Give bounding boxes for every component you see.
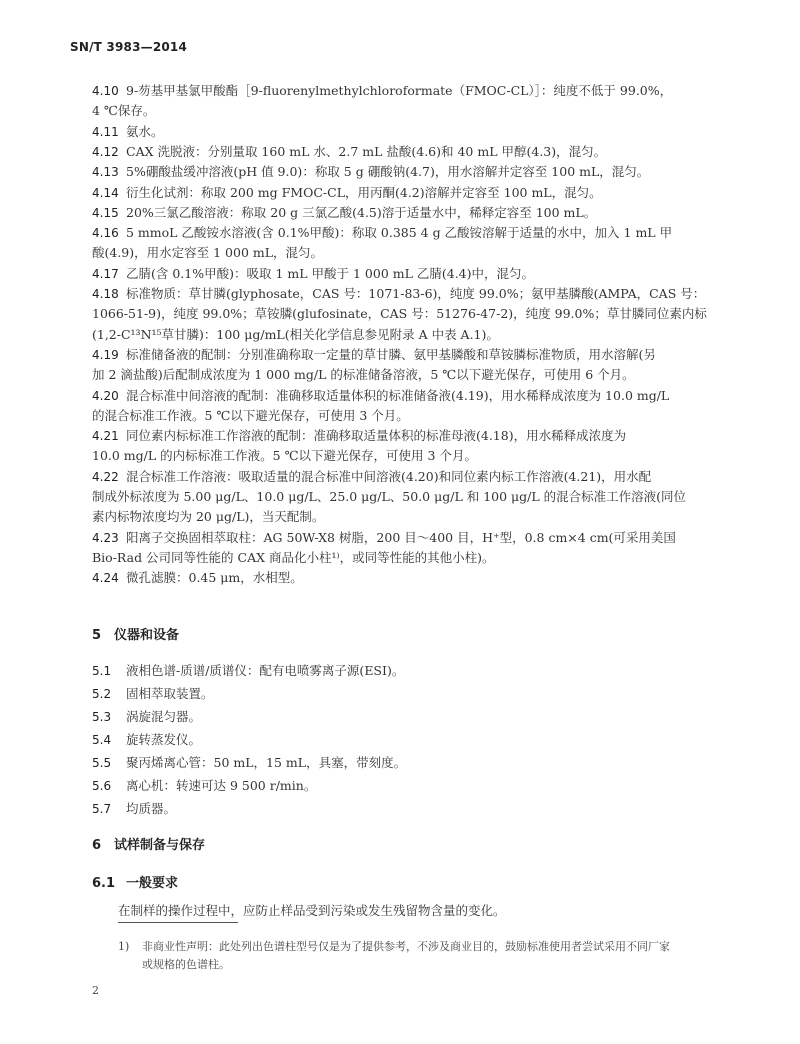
equipment-item-5-5 bbox=[92, 754, 732, 772]
equipment-item-5-4 bbox=[92, 731, 732, 749]
equipment-item-5-7 bbox=[92, 800, 732, 818]
item-number: 4.18 bbox=[92, 287, 119, 301]
item-text: 9-芴基甲基氯甲酸酯［9-fluorenylmethylchloroformate（FMOC-CL）］：纯度不低于 99.0%， bbox=[126, 83, 673, 98]
item-number: 4.11 bbox=[92, 125, 119, 139]
item-text: 固相萃取装置。 bbox=[126, 686, 214, 701]
reagent-item-4-10-line-2: 4 ℃保存。 bbox=[92, 103, 156, 118]
item-text: 液相色谱-质谱/质谱仪：配有电喷雾离子源(ESI)。 bbox=[126, 663, 405, 678]
item-number: 4.17 bbox=[92, 267, 119, 281]
reagent-item-4-19-line-1 bbox=[92, 346, 732, 364]
item-text: 20%三氯乙酸溶液：称取 20 g 三氯乙酸(4.5)溶于适量水中，稀释定容至 100 mL。 bbox=[126, 205, 597, 220]
item-number: 4.10 bbox=[92, 84, 119, 98]
reagent-item-4-16-line-1 bbox=[92, 224, 732, 242]
item-number: 4.14 bbox=[92, 186, 119, 200]
item-number: 4.16 bbox=[92, 226, 119, 240]
item-number: 4.21 bbox=[92, 429, 119, 443]
item-text: CAX 洗脱液：分别量取 160 mL 水、2.7 mL 盐酸(4.6)和 40 mL 甲醇(4.3)，混匀。 bbox=[126, 144, 607, 159]
item-text: 乙腈(含 0.1%甲酸)：吸取 1 mL 甲酸于 1 000 mL 乙腈(4.4)中，混匀。 bbox=[126, 266, 535, 281]
subsection-6-1-number: 6.1 bbox=[92, 876, 116, 891]
reagent-item-4-18-line-2: 1066-51-9)，纯度 99.0%；草铵膦(glufosinate，CAS 号：51276-47-2)，纯度 99.0%；草甘膦同位素内标 bbox=[92, 306, 707, 321]
reagent-item-4-23-line-1 bbox=[92, 529, 732, 547]
reagent-item-4-18-line-3: (1,2-C¹³N¹⁵草甘膦)：100 μg/mL(相关化学信息参见附录 A 中表 A.1)。 bbox=[92, 327, 499, 342]
footnote-text-1: 非商业性声明：此处列出色谱柱型号仅是为了提供参考，不涉及商业目的，鼓励标准使用者尝试采用不同厂家 bbox=[142, 940, 670, 953]
item-text: 衍生化试剂：称取 200 mg FMOC-CL，用丙酮(4.2)溶解并定容至 100 mL，混匀。 bbox=[126, 185, 602, 200]
item-number: 5.2 bbox=[92, 687, 112, 701]
item-text: 涡旋混匀器。 bbox=[126, 709, 202, 724]
section-5-number: 5 bbox=[92, 628, 102, 643]
section-5-title: 仪器和设备 bbox=[114, 628, 180, 643]
reagent-item-4-21-line-2: 10.0 mg/L 的内标标准工作液。5 ℃以下避光保存，可使用 3 个月。 bbox=[92, 448, 477, 463]
item-number: 4.22 bbox=[92, 470, 119, 484]
item-text: 离心机：转速可达 9 500 r/min。 bbox=[126, 778, 317, 793]
reagent-item-4-14-line-1 bbox=[92, 184, 732, 202]
subsection-6-1-title: 一般要求 bbox=[126, 876, 179, 891]
reagent-item-4-24-line-1 bbox=[92, 569, 732, 587]
equipment-item-5-3 bbox=[92, 708, 732, 726]
reagent-item-4-11-line-1 bbox=[92, 123, 732, 141]
footnote-line-1 bbox=[118, 938, 738, 955]
item-number: 5.3 bbox=[92, 710, 112, 724]
item-text: 均质器。 bbox=[126, 801, 177, 816]
section-6-title: 试样制备与保存 bbox=[114, 838, 206, 853]
footnote-number: 1) bbox=[118, 940, 130, 953]
item-number: 5.4 bbox=[92, 733, 112, 747]
equipment-item-5-6 bbox=[92, 777, 732, 795]
reagent-item-4-22-line-2: 制成外标浓度为 5.00 μg/L、10.0 μg/L、25.0 μg/L、50.0 μg/L 和 100 μg/L 的混合标准工作溶液(同位 bbox=[92, 489, 687, 504]
item-text: 旋转蒸发仪。 bbox=[126, 732, 202, 747]
item-number: 4.15 bbox=[92, 206, 119, 220]
item-number: 5.1 bbox=[92, 664, 112, 678]
reagent-item-4-15-line-1 bbox=[92, 204, 732, 222]
reagent-item-4-10-line-1 bbox=[92, 82, 732, 100]
standard-number: SN/T 3983—2014 bbox=[70, 40, 188, 54]
item-text: 标准储备液的配制：分别准确称取一定量的草甘膦、氨甲基膦酸和草铵膦标准物质，用水溶解(另 bbox=[126, 347, 656, 362]
item-text: 微孔滤膜：0.45 μm，水相型。 bbox=[126, 570, 303, 585]
equipment-item-5-1 bbox=[92, 662, 732, 680]
section-5-heading bbox=[92, 624, 179, 643]
item-text: 混合标准中间溶液的配制：准确移取适量体积的标准储备液(4.19)，用水稀释成浓度为 10.0 mg/L bbox=[126, 388, 670, 403]
subsection-6-1-heading bbox=[92, 872, 178, 891]
item-number: 5.6 bbox=[92, 779, 112, 793]
item-number: 4.23 bbox=[92, 531, 119, 545]
item-number: 4.13 bbox=[92, 165, 119, 179]
item-text: 同位素内标标准工作溶液的配制：准确移取适量体积的标准母液(4.18)，用水稀释成浓度为 bbox=[126, 428, 627, 443]
item-text: 5 mmoL 乙酸铵水溶液(含 0.1%甲酸)：称取 0.385 4 g 乙酸铵溶解于适量的水中，加入 1 mL 甲 bbox=[126, 225, 673, 240]
footnote-divider bbox=[118, 922, 238, 923]
reagent-item-4-22-line-3: 素内标物浓度均为 20 μg/L)，当天配制。 bbox=[92, 509, 325, 524]
item-number: 5.7 bbox=[92, 802, 112, 816]
reagent-item-4-22-line-1 bbox=[92, 468, 732, 486]
item-text: 氨水。 bbox=[126, 124, 164, 139]
reagent-item-4-21-line-1 bbox=[92, 427, 732, 445]
item-number: 4.24 bbox=[92, 571, 119, 585]
section-6-1-paragraph: 在制样的操作过程中，应防止样品受到污染或发生残留物含量的变化。 bbox=[118, 903, 506, 918]
item-number: 4.19 bbox=[92, 348, 119, 362]
item-number: 4.12 bbox=[92, 145, 119, 159]
item-text: 标准物质：草甘膦(glyphosate，CAS 号：1071-83-6)，纯度 99.0%；氨甲基膦酸(AMPA，CAS 号： bbox=[126, 286, 706, 301]
equipment-item-5-2 bbox=[92, 685, 732, 703]
reagent-item-4-17-line-1 bbox=[92, 265, 732, 283]
page-number: 2 bbox=[92, 984, 99, 997]
section-6-number: 6 bbox=[92, 838, 102, 853]
reagent-item-4-19-line-2: 加 2 滴盐酸)后配制成浓度为 1 000 mg/L 的标准储备溶液，5 ℃以下避光保存，可使用 6 个月。 bbox=[92, 367, 635, 382]
reagent-item-4-23-line-2: Bio-Rad 公司同等性能的 CAX 商品化小柱¹⁾，或同等性能的其他小柱)。 bbox=[92, 550, 495, 565]
item-number: 5.5 bbox=[92, 756, 112, 770]
reagent-item-4-18-line-1 bbox=[92, 285, 732, 303]
item-text: 5%硼酸盐缓冲溶液(pH 值 9.0)：称取 5 g 硼酸钠(4.7)，用水溶解并定容至 100 mL，混匀。 bbox=[126, 164, 650, 179]
reagent-item-4-20-line-1 bbox=[92, 387, 732, 405]
footnote-line-2: 或规格的色谱柱。 bbox=[142, 958, 230, 971]
section-6-heading bbox=[92, 834, 205, 853]
item-text: 混合标准工作溶液：吸取适量的混合标准中间溶液(4.20)和同位素内标工作溶液(4.21)，用水配 bbox=[126, 469, 652, 484]
reagent-item-4-13-line-1 bbox=[92, 163, 732, 181]
item-number: 4.20 bbox=[92, 389, 119, 403]
reagent-item-4-20-line-2: 的混合标准工作液。5 ℃以下避光保存，可使用 3 个月。 bbox=[92, 408, 409, 423]
reagent-item-4-12-line-1 bbox=[92, 143, 732, 161]
item-text: 阳离子交换固相萃取柱：AG 50W-X8 树脂，200 目～400 目，H⁺型，0.8 cm×4 cm(可采用美国 bbox=[126, 530, 676, 545]
item-text: 聚丙烯离心管：50 mL，15 mL，具塞，带刻度。 bbox=[126, 755, 407, 770]
reagent-item-4-16-line-2: 酸(4.9)，用水定容至 1 000 mL，混匀。 bbox=[92, 245, 324, 260]
